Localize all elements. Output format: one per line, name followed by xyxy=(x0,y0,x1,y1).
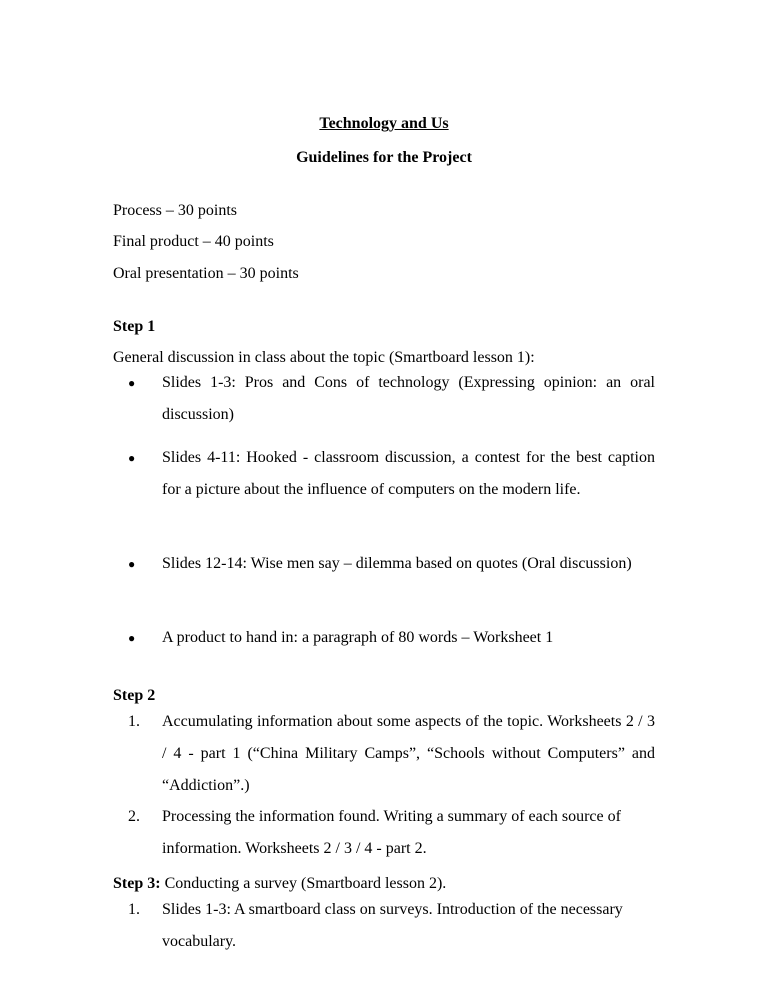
step2-item-2-text: Processing the information found. Writing a summary of each source of information. Worksheets 2 / 3 / 4 - part 2. xyxy=(162,808,621,857)
points-process: Process – 30 points xyxy=(113,202,237,219)
step2-item-2-number: 2. xyxy=(128,808,140,825)
step2-heading: Step 2 xyxy=(113,687,156,704)
step1-intro: General discussion in class about the topic (Smartboard lesson 1): xyxy=(113,349,535,366)
points-final-product: Final product – 40 points xyxy=(113,233,274,250)
step1-bullet-1: Slides 1-3: Pros and Cons of technology (Expressing opinion: an oral discussion) xyxy=(162,374,655,423)
bullet-icon: ● xyxy=(128,557,136,571)
bullet-icon: ● xyxy=(128,631,136,645)
bullet-icon: ● xyxy=(128,451,136,465)
step3-heading-line xyxy=(113,874,446,894)
step2-item-1-number: 1. xyxy=(128,713,140,730)
step3-heading: Step 3: xyxy=(113,875,161,892)
document-subtitle: Guidelines for the Project xyxy=(296,149,472,166)
step3-item-1-number: 1. xyxy=(128,901,140,918)
step1-bullet-4: A product to hand in: a paragraph of 80 words – Worksheet 1 xyxy=(162,629,554,646)
bullet-icon: ● xyxy=(128,376,136,390)
step1-bullet-2: Slides 4-11: Hooked - classroom discussion, a contest for the best caption for a picture about the influence of computers on the modern life. xyxy=(162,449,655,498)
step1-bullet-3: Slides 12-14: Wise men say – dilemma based on quotes (Oral discussion) xyxy=(162,555,632,572)
step1-heading: Step 1 xyxy=(113,318,156,335)
points-oral-presentation: Oral presentation – 30 points xyxy=(113,265,299,282)
step2-item-1-text: Accumulating information about some aspects of the topic. Worksheets 2 / 3 / 4 - part 1 (“China Military Camps”, “Schools without Computers” and “Addiction”.) xyxy=(162,713,655,794)
document-title: Technology and Us xyxy=(319,115,449,132)
step3-item-1-text: Slides 1-3: A smartboard class on surveys. Introduction of the necessary vocabulary. xyxy=(162,901,623,950)
step3-heading-description: Conducting a survey (Smartboard lesson 2). xyxy=(160,875,447,892)
